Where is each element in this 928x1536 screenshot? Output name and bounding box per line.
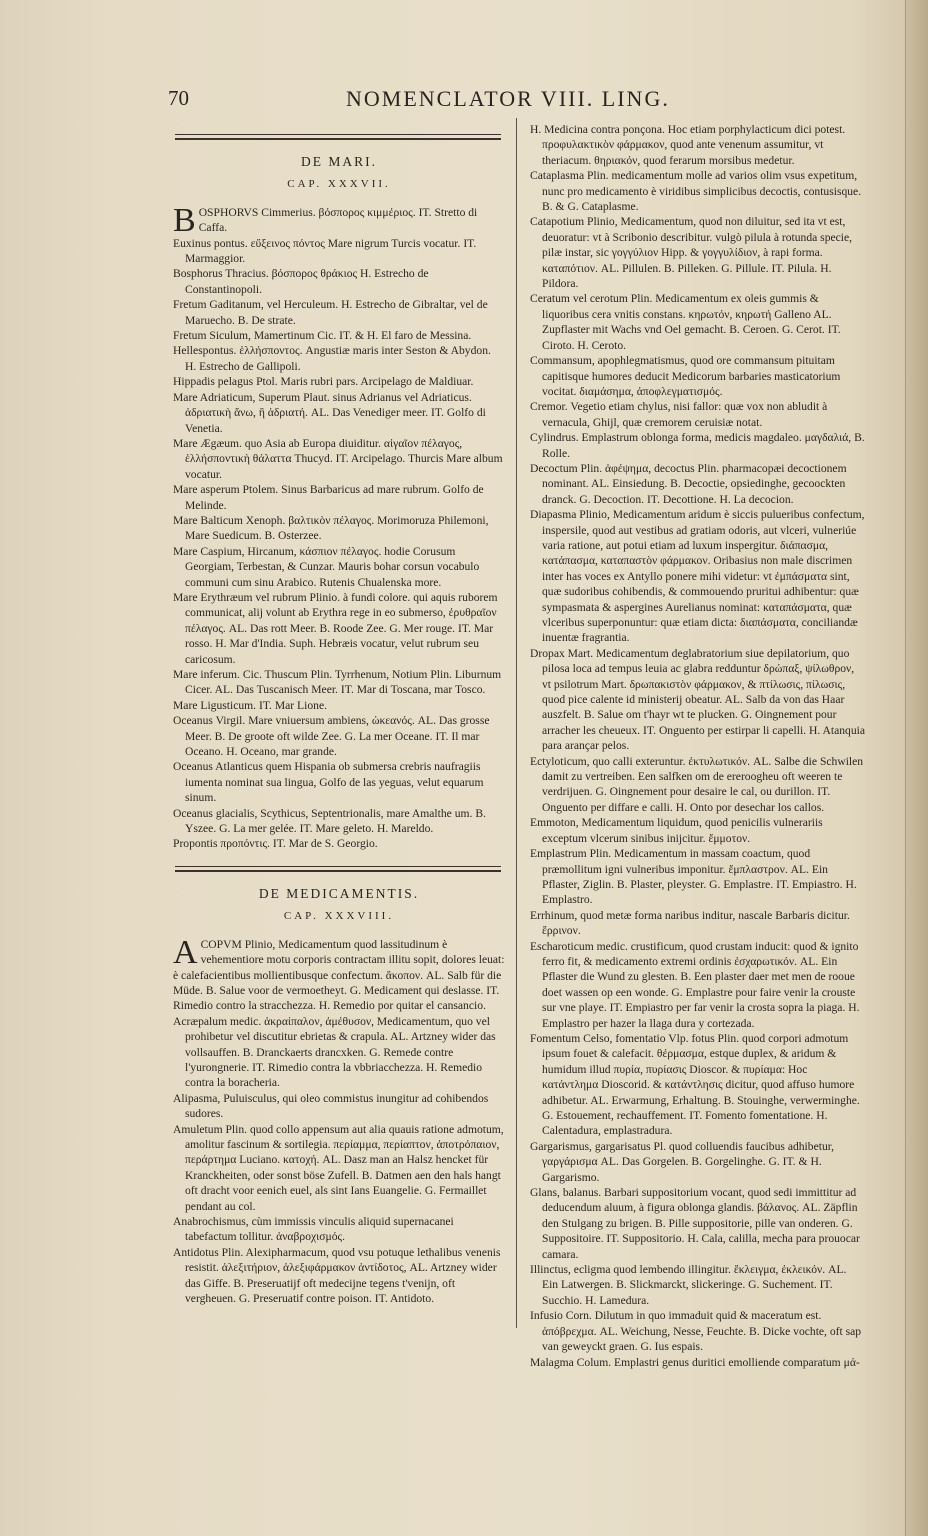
dictionary-entry: Hellespontus. ἑλλήσποντος. Angustiæ maris inter Seston & Abydon. H. Estrecho de Gallipoli. [173,344,491,373]
page-header [168,86,708,116]
column-divider [516,118,517,1328]
entry-list [530,122,865,1370]
dictionary-entry: Catapotium Plinio, Medicamentum, quod non diluitur, sed ita vt est, deuoratur: vt à Scribonio describitur. vulgò pilula à rotunda specie, pilæ instar, sic γογγύλιον Hipp. & γογγυλίδιον, à rapi forma. καταπότιον. AL. Pillulen. B. Pilleken. G. Pillule. IT. Pilula. H. Pildora. [530,215,853,291]
dictionary-entry: Alipasma, Puluisculus, qui oleo commistus inungitur ad cohibendos sudores. [173,1091,489,1121]
dictionary-entry: Dropax Mart. Medicamentum deglabratorium siue depilatorium, quo pilosa loca ad tempus leuia ac glabra redduntur δρώπαξ, ψίλωθρον, vt psilotrum Mart. δρωπακιστὸν φάρμακον, & πτίλωσις, πίλωσις, quod pice calente id ministerij obeatur. AL. Salb da von das Haar auszfelt. B. Salue om t'hayr wt te plucken. G. Oingnement pour arracher les cheueux. IT. Onguento per estirpar li capelli. H. Atanquia para arançar pelos. [530,646,865,753]
dictionary-entry: Diapasma Plinio, Medicamentum aridum è siccis pulueribus confectum, inspersile, quod aut vestibus ad gratiam odoris, aut vlceri, vulneriúe varia ratione, aut potui etiam ad luxum inspergitur. διάπασμα, κατάπασμα, καταπαστὸν φάρμακον. Oribasius non male discrimen inter has voces ex Antyllo ponere mihi videtur: vt ἐμπάσματα sint, quæ sudoribus cohibendis, & commouendo pruritui adhibentur: quæ sympasmata & aspergines Aurelianus nominat: καταπάσματα, quæ vlceribus superponuntur: quæ etiam dicta: διαπάσματα, conciliandæ inuentæ fragrantia. [530,508,865,645]
dictionary-entry: Malagma Colum. Emplastri genus duritici emolliende comparatum μά- [530,1355,860,1369]
dictionary-entry: Cremor. Vegetio etiam chylus, nisi fallor: quæ vox non abludit à vernacula, Ghijl, quæ cremorem ceruisiæ notat. [530,400,828,429]
dictionary-entry: Acræpalum medic. ἀκραίπαλον, ἀμέθυσον, Medicamentum, quo vel prohibetur vel discutitur ebrietas & crapula. AL. Artzney wider das vollsauffen. B. Dranckaerts drancxken. G. Remede contre l'yurongnerie. IT. Rimedio contra la vbbriacchezza. H. Remedio contra la boracheria. [173,1014,496,1090]
chapter-heading: CAP. XXXVII. [287,178,391,191]
dictionary-entry: Ectyloticum, quo calli exteruntur. ἐκτυλωτικόν. AL. Salbe die Schwilen damit zu vertreiben. Een salfken om de ereroogheu oft weeren te verdrijuen. G. Oingnement pour desaire le cal, ou durillon. IT. Onguento per diffare e calli. H. Onto por desechar los callos. [530,754,864,814]
dictionary-entry: Mare Ægæum. quo Asia ab Europa diuiditur. αἰγαῖον πέλαγος, ἑλλήσποντικὴ θάλαττα Thucyd. IT. Arcipelago. Thurcis Mare album vocatur. [173,436,503,481]
dictionary-entry: Commansum, apophlegmatismus, quod ore commansum pituitam capitisque humores deducit Medicorum barbaries masticatorium vocitat. διαμάσημα, ἀποφλεγματισμός. [530,354,841,398]
dictionary-entry: Fretum Siculum, Mamertinum Cic. IT. & H. El faro de Messina. [173,329,472,343]
dictionary-entry: Glans, balanus. Barbari suppositorium vocant, quod sedi immittitur ad deducendum aluum, à figura oblonga glandis. βάλανος. AL. Zäpflin den Stulgang zu brigen. B. Pille suppositorie, pille van onderen. G. Suppositoire. IT. Suppositorio. H. Cala, calilla, mecha para prouocar camara. [530,1186,860,1261]
section-rule [175,866,501,872]
dictionary-entry: Infusio Corn. Dilutum in quo immaduit quid & maceratum est. ἀπόβρεχμα. AL. Weichung, Nesse, Feuchte. B. Dicke vochte, oft sap van geweyckt graen. G. Ius espais. [530,1309,862,1354]
section-title-de-medicamentis: DE MEDICAMENTIS. [258,885,420,901]
dictionary-entry: Propontis προπόντις. IT. Mar de S. Georgio. [173,837,378,851]
dictionary-entry: Ceratum vel cerotum Plin. Medicamentum ex oleis gummis & liquoribus cera vnitis constans. κηρωτόν, κηρωτή Galleno AL. Zupflaster mit Wachs vnd Oel gemacht. B. Ceroen. G. Cerot. IT. Ciroto. H. Ceroto. [530,292,841,352]
dictionary-entry: Gargarismus, gargarisatus Pl. quod colluendis faucibus adhibetur, γαργάρισμα AL. Das Gorgelen. B. Gorgelinghe. G. IT. & H. Gargarismo. [530,1139,835,1184]
dictionary-entry: H. Medicina contra ponçona. Hoc etiam porphylacticum dici potest. προφυλακτικὸν φάρμακον, quod ante venenum assumitur, vt theriacum. θηριακόν, quod ferarum morsibus medetur. [530,123,846,167]
dictionary-entry: Anabrochismus, cùm immissis vinculis aliquid supernacanei tabefactum tollitur. ἀναβροχισμός. [173,1215,454,1244]
first-entry: ACOPVM Plinio, Medicamentum quod lassitudinum è vehementiore motu corporis contractam illitu sopit, dolores leuat: è calefacientibus mollientibusque confectum. ἄκοπον. AL. Salb für die Müde. B. Salue voor de vermoetheyt. G. Medicament qui deslasse. IT. Rimedio contro la stracchezza. H. Remedio por quitar el cansancio. [173,933,505,1013]
dictionary-entry: Illinctus, ecligma quod lembendo illingitur. ἔκλειγμα, ἐκλεικόν. AL. Ein Latwergen. B. Slickmarckt, slickeringe. G. Suchement. IT. Succhio. H. Lamedura. [530,1263,847,1307]
dictionary-entry: Euxinus pontus. εὔξεινος πόντος Mare nigrum Turcis vocatur. IT. Marmaggior. [173,236,477,266]
dictionary-entry: Amuletum Plin. quod collo appensum aut alia quauis ratione admotum, amolitur fascinum & sortilegia. περίαμμα, περίαπτον, ἀποτρόπαιον, περάρτημα Luciano. κατοχή. AL. Dasz man an Halsz hencket für Kranckheiten, oder sonst böse Zufell. B. Datmen aen den hals hangt oft dracht voor eenich euel, als sint Ians Euangelie. G. Fermaillet pendant au col. [173,1122,504,1213]
drop-cap: B [173,201,196,239]
dictionary-entry: Oceanus glacialis, Scythicus, Septentrionalis, mare Amalthe um. B. Yszee. G. La mer gelée. IT. Mare geleto. H. Mareldo. [173,806,486,836]
page-edge [905,0,928,1536]
dictionary-entry: Decoctum Plin. ἀφέψημα, decoctus Plin. pharmacopæi decoctionem nominant. AL. Einsiedung. B. Decoctie, opsiedinghe, gecoockten dranck. G. Decoction. IT. Decottione. H. La decocion. [530,461,847,506]
entry-list [173,1014,505,1307]
dictionary-entry: Emmoton, Medicamentum liquidum, quod penicilis vulnerariis exceptum vlcerum sinibus inijcitur. ἔμμοτον. [530,816,823,845]
dictionary-entry: Oceanus Atlanticus quem Hispania ob submersa crebris naufragiis iumenta nominat sua lingua, Golfo de las yeguas, velut equarum sinum. [173,760,484,805]
chapter-heading: CAP. XXXVIII. [283,910,395,923]
section-title-de-mari: DE MARI. [301,154,377,169]
dictionary-entry: Cylindrus. Emplastrum oblonga forma, medicis magdaleo. μαγδαλιά, B. Rolle. [530,431,865,460]
dictionary-entry: Mare Balticum Xenoph. βαλτικὸν πέλαγος. Morimoruza Philemoni, Mare Suedicum. B. Osterzee. [173,513,489,543]
drop-cap: A [173,933,198,971]
dictionary-entry: Hippadis pelagus Ptol. Maris rubri pars. Arcipelago de Maldiuar. [173,375,474,389]
right-column [530,122,865,1370]
section-rule [175,134,501,140]
first-entry: BOSPHORVS Cimmerius. βόσπορος κιμμέριος. IT. Stretto di Caffa. [173,201,478,239]
dictionary-entry: Bosphorus Thracius. βόσπορος θράκιος H. Estrecho de Constantinopoli. [173,267,429,296]
dictionary-entry: Fomentum Celso, fomentatio Vlp. fotus Plin. quod corpori admotum ipsum fouet & calefacit. θέρμασμα, estque duplex, & aridum & humidum illud πυρία, πυρίασις Dioscor. & πυρίαμα: Hoc κατάντλημα Dioscorid. & κατάντλησις dicitur, quod affuso humore adhibetur. AL. Erwarmung, Erhaltung. B. Stouinghe, verwerminghe. G. Estouement, rechauffement. IT. Fomento fomentatione. H. Calentadura, emplastradura. [530,1031,860,1138]
dictionary-entry: Mare asperum Ptolem. Sinus Barbaricus ad mare rubrum. Golfo de Melinde. [173,483,484,512]
page-number: 70 [168,86,189,110]
entry-list [173,236,505,852]
running-title: NOMENCLATOR VIII. LING. [346,86,670,111]
dictionary-entry: Mare Caspium, Hircanum, κάσπιον πέλαγος. hodie Corusum Georgiam, Terbestan, & Cunzar. Mauris bohar corsun vocabulo communi cum sinu Arabico. Rutenis Chualenska more. [173,544,480,589]
dictionary-entry: Emplastrum Plin. Medicamentum in massam coactum, quod præmollitum igni vulneribus imponitur. ἔμπλαστρον. AL. Ein Pflaster, Ziglin. B. Plaster, pleyster. G. Emplastre. IT. Empiastro. H. Emplastro. [530,847,857,907]
left-column [173,130,505,1306]
dictionary-entry: Fretum Gaditanum, vel Herculeum. H. Estrecho de Gibraltar, vel de Maruecho. B. De strate. [173,298,488,327]
dictionary-entry: Escharoticum medic. crustificum, quod crustam inducit: quod & ignito ferro fit, & medicamento extremi ordinis ἐσχαρωτικόν. AL. Ein Pflaster die Wund zu glesten. B. Een plaster daer met men de rooue doet wassen op een wonde. G. Emplastre pour faire venir la crouste sur vne playe. IT. Empiastro per far venir la crosta sopra la piaga. H. Emplastro per hazer la llaga dura y cortezada. [530,939,860,1030]
dictionary-entry: Mare Adriaticum, Superum Plaut. sinus Adrianus vel Adriaticus. ἀδριατικὴ ἄνω, ἢ ἀδριατή. AL. Das Venediger meer. IT. Golfo di Venetia. [173,390,486,435]
dictionary-entry: Antidotus Plin. Alexipharmacum, quod vsu potuque lethalibus venenis resistit. ἀλεξιτήριον, ἀλεξιφάρμακον ἀντίδοτος, AL. Artzney wider das Giffe. B. Preseruatijf oft medecijne tegens t'venijn, oft vergheuen. G. Preseruatif contre poison. IT. Antidoto. [173,1245,501,1306]
dictionary-entry: Mare inferum. Cic. Thuscum Plin. Tyrrhenum, Notium Plin. Liburnum Cicer. AL. Das Tuscanisch Meer. IT. Mar di Toscana, mar Tosco. [173,668,502,697]
dictionary-entry: Errhinum, quod metæ forma naribus inditur, nascale Barbaris dicitur. ἔρρινον. [530,908,850,938]
dictionary-entry: Cataplasma Plin. medicamentum molle ad varios olim vsus expetitum, nunc pro medicamento è viridibus simplicibus decoctis, contusisque. B. & G. Cataplasme. [530,169,862,214]
dictionary-entry: Mare Erythræum vel rubrum Plinio. à fundi colore. qui aquis ruborem communicat, alij volunt ab Erythra rege in eo submerso, ἐρυθραῖον πέλαγος. AL. Das rott Meer. B. Roode Zee. G. Mer rouge. IT. Mar rosso. H. Mar d'India. Suph. Hebræis vocatur, velut rubrum seu caricosum. [173,590,498,666]
dictionary-entry: Oceanus Virgil. Mare vniuersum ambiens, ὠκεανός. AL. Das grosse Meer. B. De groote oft wilde Zee. G. La mer Oceane. IT. Il mar Oceano. H. Oceano, mar grande. [173,714,490,759]
dictionary-entry: Mare Ligusticum. IT. Mar Lione. [173,698,328,712]
